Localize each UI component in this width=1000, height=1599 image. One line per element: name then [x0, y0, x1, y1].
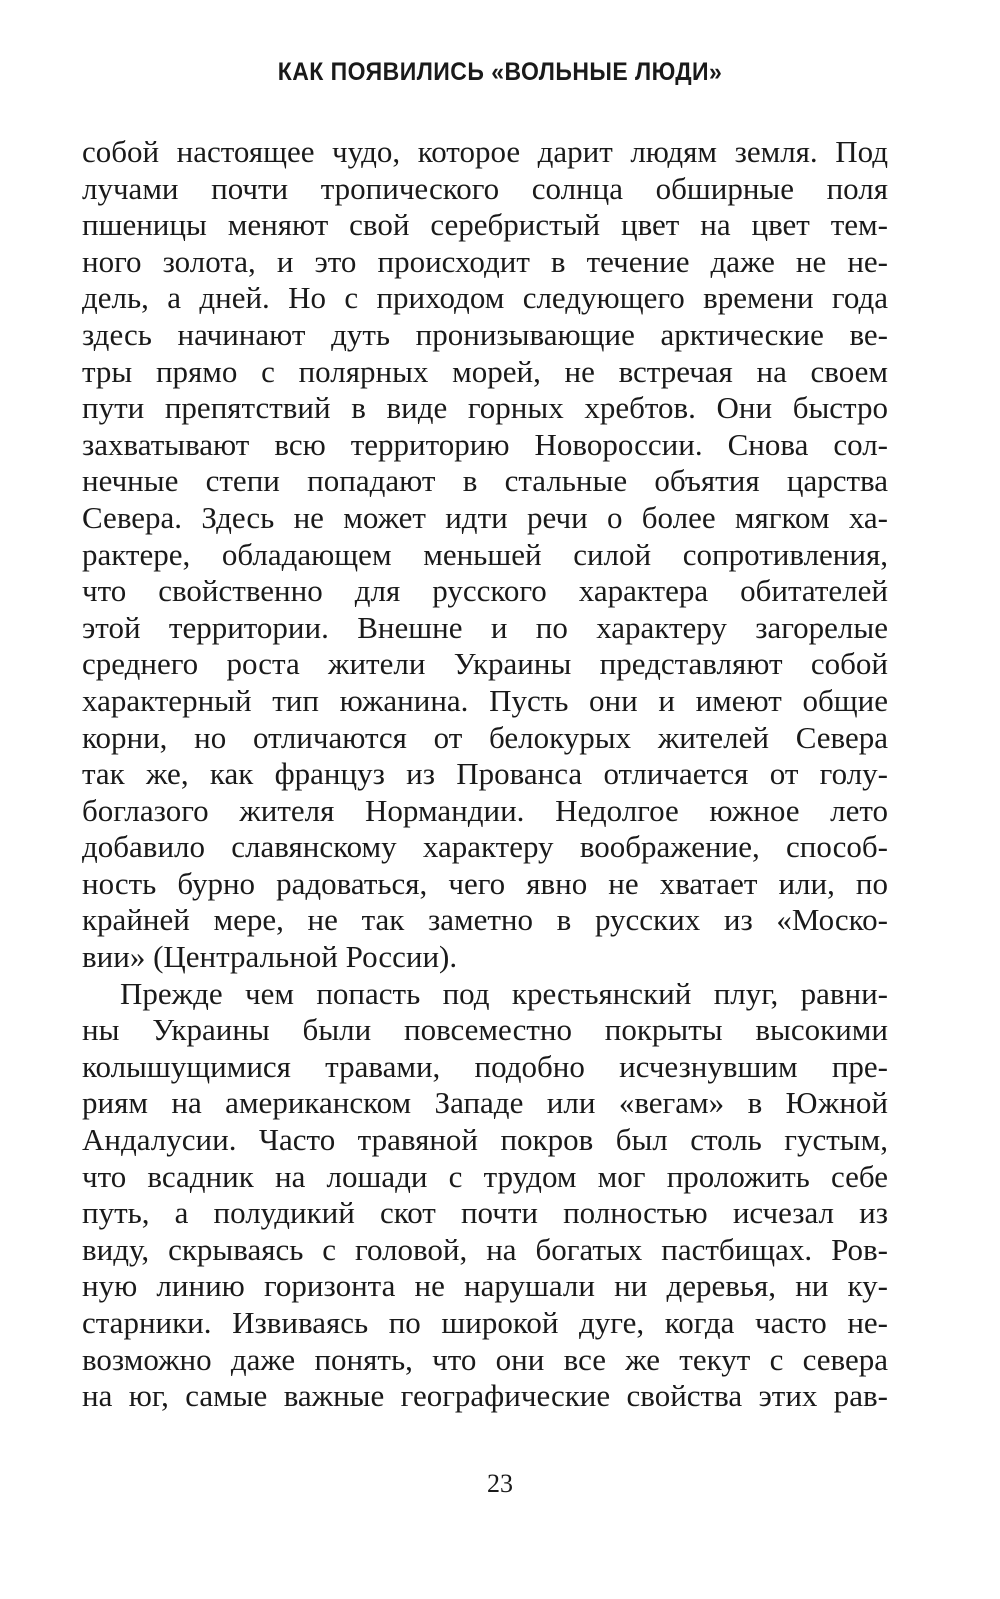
text-line: лучами почти тропического солнца обширные поля [82, 170, 888, 206]
text-line: вии» (Центральной России). [82, 939, 458, 975]
text-line: боглазого жителя Нормандии. Недолгое южное лето [82, 792, 888, 828]
text-line: пшеницы меняют свой серебристый цвет на цвет тем- [82, 207, 888, 243]
text-line: виду, скрываясь с головой, на богатых пастбищах. Ров- [82, 1231, 888, 1267]
text-line: среднего роста жители Украины представляют собой [82, 646, 888, 682]
text-line: колышущимися травами, подобно исчезнувшим пре- [82, 1048, 888, 1084]
text-line: пути препятствий в виде горных хребтов. Они быстро [82, 390, 888, 426]
running-header: КАК ПОЯВИЛИСЬ «ВОЛЬНЫЕ ЛЮДИ» [277, 58, 723, 86]
paragraph [82, 976, 888, 1415]
text-line: на юг, самые важные географические свойства этих рав- [82, 1378, 888, 1414]
text-line: возможно даже понять, что они все же текут с севера [82, 1341, 888, 1377]
text-line: Андалусии. Часто травяной покров был столь густым, [82, 1122, 888, 1158]
text-line: Прежде чем попасть под крестьянский плуг, равни- [120, 975, 888, 1011]
text-line: ного золота, и это происходит в течение даже не не- [82, 243, 888, 279]
text-line: характерный тип южанина. Пусть они и имеют общие [82, 682, 888, 718]
text-line: что свойственно для русского характера обитателей [82, 573, 888, 609]
text-line: Севера. Здесь не может идти речи о более мягком ха- [82, 499, 888, 535]
text-line: этой территории. Внешне и по характеру загорелые [82, 609, 888, 645]
text-line: крайней мере, не так заметно в русских из «Моско- [82, 902, 888, 938]
text-line: что всадник на лошади с трудом мог проложить себе [82, 1158, 888, 1194]
text-line: риям на американском Западе или «вегам» в Южной [82, 1085, 888, 1121]
body-text [82, 134, 888, 1415]
text-line: здесь начинают дуть пронизывающие арктические ве- [82, 316, 888, 352]
paragraph [82, 134, 888, 976]
text-line: дель, а дней. Но с приходом следующего времени года [82, 280, 888, 316]
text-line: захватывают всю территорию Новороссии. Снова сол- [82, 426, 888, 462]
text-line: ны Украины были повсеместно покрыты высокими [82, 1012, 888, 1048]
text-line: путь, а полудикий скот почти полностью исчезал из [82, 1195, 888, 1231]
text-line: рактере, обладающем меньшей силой сопротивления, [82, 536, 888, 572]
text-line: тры прямо с полярных морей, не встречая на своем [82, 353, 888, 389]
text-line: старники. Извиваясь по широкой дуге, когда часто не- [82, 1305, 888, 1340]
text-line: добавило славянскому характеру воображение, способ- [82, 829, 888, 865]
text-line: собой настоящее чудо, которое дарит людям земля. Под [82, 134, 888, 169]
page-number: 23 [487, 1469, 513, 1498]
text-line: ность бурно радоваться, чего явно не хватает или, по [82, 865, 888, 901]
text-line: так же, как француз из Прованса отличается от голу- [82, 756, 888, 792]
text-line: корни, но отличаются от белокурых жителей Севера [82, 719, 888, 755]
text-line: нечные степи попадают в стальные объятия царства [82, 463, 888, 499]
text-line: ную линию горизонта не нарушали ни деревья, ни ку- [82, 1268, 888, 1304]
